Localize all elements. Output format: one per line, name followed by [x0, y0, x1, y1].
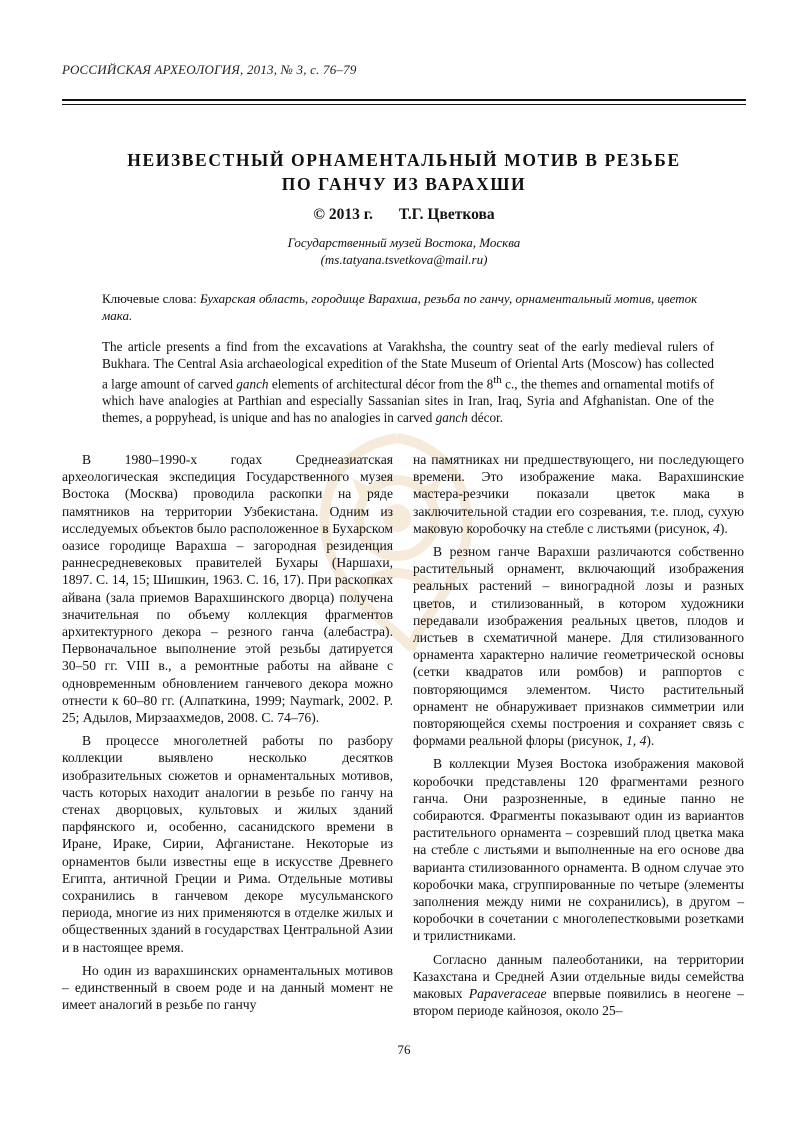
keywords-text: Бухарская область, городище Варахша, резьба по ганчу, орнаментальный мотив, цветок мака.: [102, 291, 698, 323]
author-email: (ms.tatyana.tsvetkova@mail.ru): [320, 252, 488, 267]
body-paragraph: [413, 543, 744, 749]
latin-term: Papaveraceae: [468, 986, 547, 1002]
abstract-superscript: th: [493, 374, 502, 386]
abstract-text: décor.: [467, 410, 504, 426]
left-column: [62, 451, 393, 1020]
body-paragraph: [413, 951, 744, 1020]
body-paragraph: В процессе многолетней работы по разбору коллекции выявлено несколько десятков изобразительных сюжетов и орнаментальных мотивов, часть которых находит аналогии в резьбе по ганчу на стенах дворцовых, культовых и жилых зданий парфянского и, особенно, сасанидского времени в Иране, Ираке, Сирии, Афганистане. Некоторые из орнаментов были известны еще в искусстве Древнего Египта, античной Греции и Рима. Отдельные мотивы сохранились в ганчевом декоре мусульманского периода, многие из них применяются в отделке жилых и общественных зданий в государствах Центральной Азии и в настоящее время.: [62, 733, 393, 955]
paragraph-text: В резном ганче Варахши различаются собственно растительный орнамент, включающий изображения реальных растений – виноградной лозы и разных цветов, и стилизованный, в котором художники передавали изображения реальных цветов, плодов и листьев в схематичной манере. Для стилизованного орнамента характерно наличие геометрической основы (сетки квадратов или ромбов) и раппортов с повторяющимся элементом. Чисто растительный орнамент не обнаруживает признаков симметрии или повторяющейся схемы построения и сохраняет связь с формами реальной флоры (рисунок,: [413, 544, 744, 749]
body-paragraph: В 1980–1990-х годах Среднеазиатская археологическая экспедиция Государственного музея Востока (Москва) проводила раскопки на ряде памятников на территории Узбекистана. Одним из исследуемых объектов было расположенное в Бухарском оазисе городище Варахша – загородная резиденция раннесредневековых правителей Бухары (Наршахи, 1897. С. 14, 15; Шишкин, 1963. С. 16, 17). При раскопках айвана (зала приемов Варахшинского дворца) получена значительная по объему коллекция фрагментов архитектурного декора – резного ганча (алебастра). Первоначальное выполнение этой резьбы датируется 30–50 гг. VIII в., а ремонтные работы на айване с одновременным обновлением ганчевого декора можно отнести к 60–80 гг. (Алпаткина, 1999; Naymark, 2002. P. 25; Адылов, Мирзаахмедов, 2008. С. 74–76).: [62, 452, 393, 726]
running-head: РОССИЙСКАЯ АРХЕОЛОГИЯ, 2013, № 3, с. 76–79: [62, 62, 357, 77]
byline: [62, 206, 746, 224]
paragraph-text: ).: [719, 520, 728, 536]
keywords: [102, 290, 714, 324]
header-rule-thick: [62, 99, 746, 101]
abstract-term: ganch: [435, 410, 468, 426]
right-column: [413, 451, 744, 1026]
paragraph-text: Согласно данным палеоботаники, на территории Казахстана и Средней Азии отдельные виды семейства маковых: [413, 951, 744, 1002]
body-paragraph: [413, 451, 744, 537]
title-line-2: ПО ГАНЧУ ИЗ ВАРАХШИ: [281, 174, 527, 194]
institution: Государственный музей Востока, Москва: [287, 235, 521, 250]
body-paragraph: В коллекции Музея Востока изображения маковой коробочки представлены 120 фрагментами резного ганча. Они разрозненные, в единые панно не собираются. Фрагменты показывают один из вариантов растительного орнамента – созревший плод цветка мака на стебле с листьями и выполненные на его основе два варианта стилизованного орнамента. В одном случае это коробочки мака, сгруппированные по четыре (элементы заполнения между ними не сохранились), в другом – коробочки в сочетании с многолепестковыми розетками и трилистниками.: [413, 756, 744, 944]
abstract-text: The article presents a find from the excavations at Varakhsha, the country seat of the early medieval rulers of Bukhara. The Central Asia archaeological expedition of the State Museum of Oriental Arts (Moscow) has collected a large amount of carved: [102, 339, 714, 392]
figure-reference: 4: [713, 520, 720, 536]
paragraph-text: впервые появились в неогене – втором периоде кайнозоя, около 25–: [413, 986, 744, 1019]
author-name: Т.Г. Цветкова: [398, 206, 495, 223]
copyright: © 2013 г.: [313, 206, 373, 223]
abstract: [102, 338, 714, 426]
header-rule-thin: [62, 104, 746, 105]
abstract-text: c., the themes and ornamental motifs of which have analogies at Parthian and especially Sassanian sites in Iran, Iraq, Syria and Afghanistan. One of the themes, a poppyhead, is unique and has no analogies in carved: [102, 376, 715, 426]
paragraph-text: ).: [646, 733, 655, 749]
paragraph-text: на памятниках ни предшествующего, ни последующего времени. Это изображение мака. Варахшинские мастера-резчики показали цветок мака в заключительной стадии его созревания, т.е. плод, сухую маковую коробочку на стебле с листьями (рисунок,: [413, 452, 744, 536]
title-line-1: НЕИЗВЕСТНЫЙ ОРНАМЕНТАЛЬНЫЙ МОТИВ В РЕЗЬБЕ: [127, 150, 681, 170]
abstract-text: elements of architectural décor from the 8: [268, 376, 494, 392]
affiliation: [62, 234, 746, 268]
article-title: [62, 148, 746, 196]
body-paragraph: Но один из варахшинских орнаментальных мотивов – единственный в своем роде и на данный момент не имеет аналогий в резьбе по ганчу: [62, 962, 393, 1013]
abstract-term: ganch: [236, 376, 269, 392]
figure-reference: 1, 4: [626, 733, 647, 749]
page-number: 76: [397, 1042, 411, 1057]
keywords-label: Ключевые слова:: [102, 291, 200, 306]
